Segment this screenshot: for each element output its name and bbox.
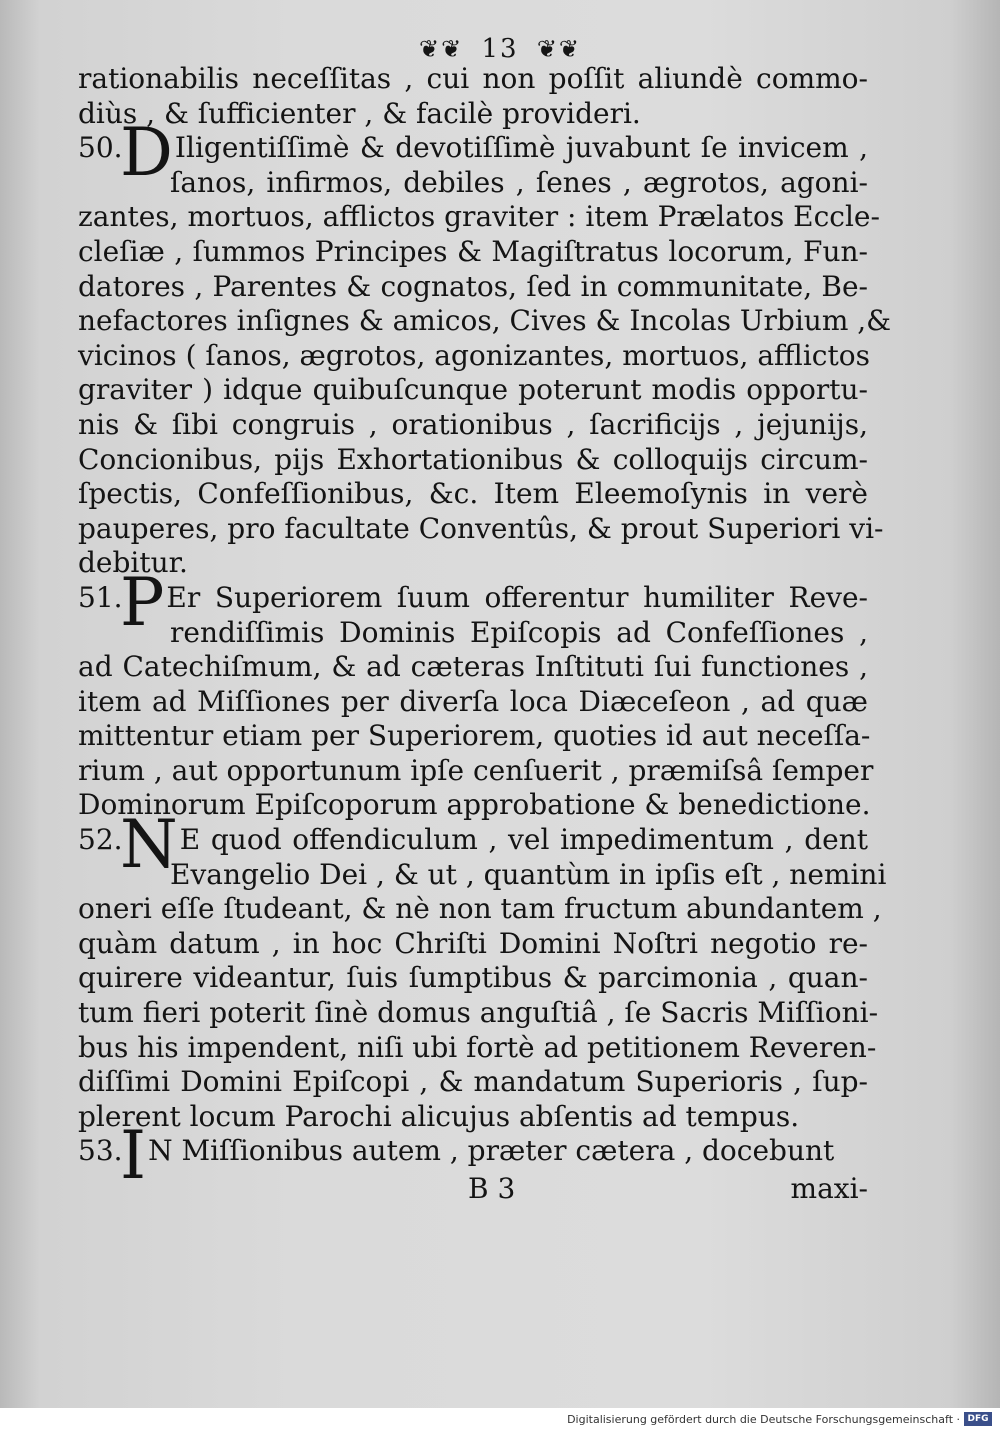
text-line: graviter ) idque quibuſcunque poterunt modis opportu- <box>78 373 868 407</box>
page-footer <box>0 1172 868 1206</box>
text-line: nis & ſibi congruis , orationibus , ſacrificijs , jejunijs, <box>78 407 868 441</box>
drop-cap: I <box>120 1117 147 1195</box>
text-line: cleſiæ , ſummos Principes & Magiſtratus locorum, Fun- <box>78 234 868 268</box>
text-line: quàm datum , in hoc Chriſti Domini Noſtri negotio re- <box>78 926 868 960</box>
text-line: debitur. <box>78 546 188 580</box>
text-line: ſpectis, Confeſſionibus, &c. Item Eleemoſynis in verè <box>78 477 868 511</box>
text-line: rium , aut opportunum ipſe cenſuerit , præmiſsâ ſemper <box>78 753 874 787</box>
paragraph-cont <box>78 62 868 131</box>
text-line: bus his impendent, niſi ubi fortè ad petitionem Reveren- <box>78 1030 877 1064</box>
line-text: Iligentiſſimè & devotiſſimè juvabunt ſe invicem , <box>174 131 868 165</box>
paragraph-p52 <box>78 806 887 1134</box>
drop-cap: P <box>120 563 165 641</box>
paragraph-number: 51. <box>78 580 123 614</box>
text-line: ad Catechiſmum, & ad cæteras Inſtituti ſui functiones , <box>78 650 868 684</box>
page-number: 13 <box>481 34 519 64</box>
text-line: Evangelio Dei , & ut , quantùm in ipſis eſt , nemini <box>170 857 887 891</box>
text-line: oneri eſſe ſtudeant, & nè non tam fructum abundantem , <box>78 892 882 926</box>
text-line: pauperes, pro facultate Conventûs, & prout Superiori vi- <box>78 511 884 545</box>
dfg-logo-icon: DFG <box>964 1412 992 1426</box>
text-line: quirere videantur, ſuis ſumptibus & parcimonia , quan- <box>78 961 868 995</box>
text-line: Dominorum Epiſcoporum approbatione & benedictione. <box>78 788 871 822</box>
paragraph-number: 50. <box>78 131 123 165</box>
digitization-credit <box>0 1408 1000 1430</box>
text-line: diſſimi Domini Epiſcopi , & mandatum Superioris , ſup- <box>78 1065 868 1099</box>
text-line: mittentur etiam per Superiorem, quoties id aut neceſſa- <box>78 719 871 753</box>
paragraph-number: 52. <box>78 823 123 857</box>
text-line: item ad Miſſiones per diverſa loca Diæceſeon , ad quæ <box>78 684 868 718</box>
line-text: E quod offendiculum , vel impedimentum , dent <box>179 823 868 857</box>
credit-text: Digitalisierung gefördert durch die Deutsche Forschungsgemeinschaft · <box>567 1413 960 1426</box>
text-line: plerent locum Parochi alicujus abſentis ad tempus. <box>78 1099 800 1133</box>
text-line: ſanos, infirmos, debiles , ſenes , ægrotos, agoni- <box>170 165 868 199</box>
text-line: nefactores inſignes & amicos, Cives & Incolas Urbium ,& <box>78 304 892 338</box>
drop-cap: D <box>120 114 173 192</box>
text-line: tum fieri poterit ſinè domus anguſtiâ , ſe Sacris Miſſioni- <box>78 996 879 1030</box>
line-text: Er Superiorem ſuum offerentur humiliter Reve- <box>166 580 868 614</box>
line-text: N Miſſionibus autem , præter cætera , docebunt <box>148 1134 835 1168</box>
text-line: Concionibus, pijs Exhortationibus & colloquijs circum- <box>78 442 868 476</box>
text-line: rationabilis neceſſitas , cui non poſſit aliundè commo- <box>78 62 868 95</box>
signature-mark: B 3 <box>468 1172 516 1205</box>
drop-cap: N <box>120 806 178 884</box>
catchword: maxi- <box>790 1172 868 1205</box>
text-line: rendiſſimis Dominis Epiſcopis ad Confeſſiones , <box>170 615 868 649</box>
text-line: diùs , & ſufficienter , & facilè provideri. <box>78 96 641 130</box>
paragraph-number: 53. <box>78 1134 123 1168</box>
ornament-left-icon: ❦❦ <box>418 35 464 63</box>
page-header <box>0 34 1000 64</box>
text-line: vicinos ( ſanos, ægrotos, agonizantes, mortuos, afflictos <box>78 338 870 372</box>
paragraph-p50 <box>78 114 892 581</box>
text-line: zantes, mortuos, afflictos graviter : item Prælatos Eccle- <box>78 200 880 234</box>
ornament-right-icon: ❦❦ <box>536 35 582 63</box>
text-line: datores , Parentes & cognatos, ſed in communitate, Be- <box>78 269 868 303</box>
